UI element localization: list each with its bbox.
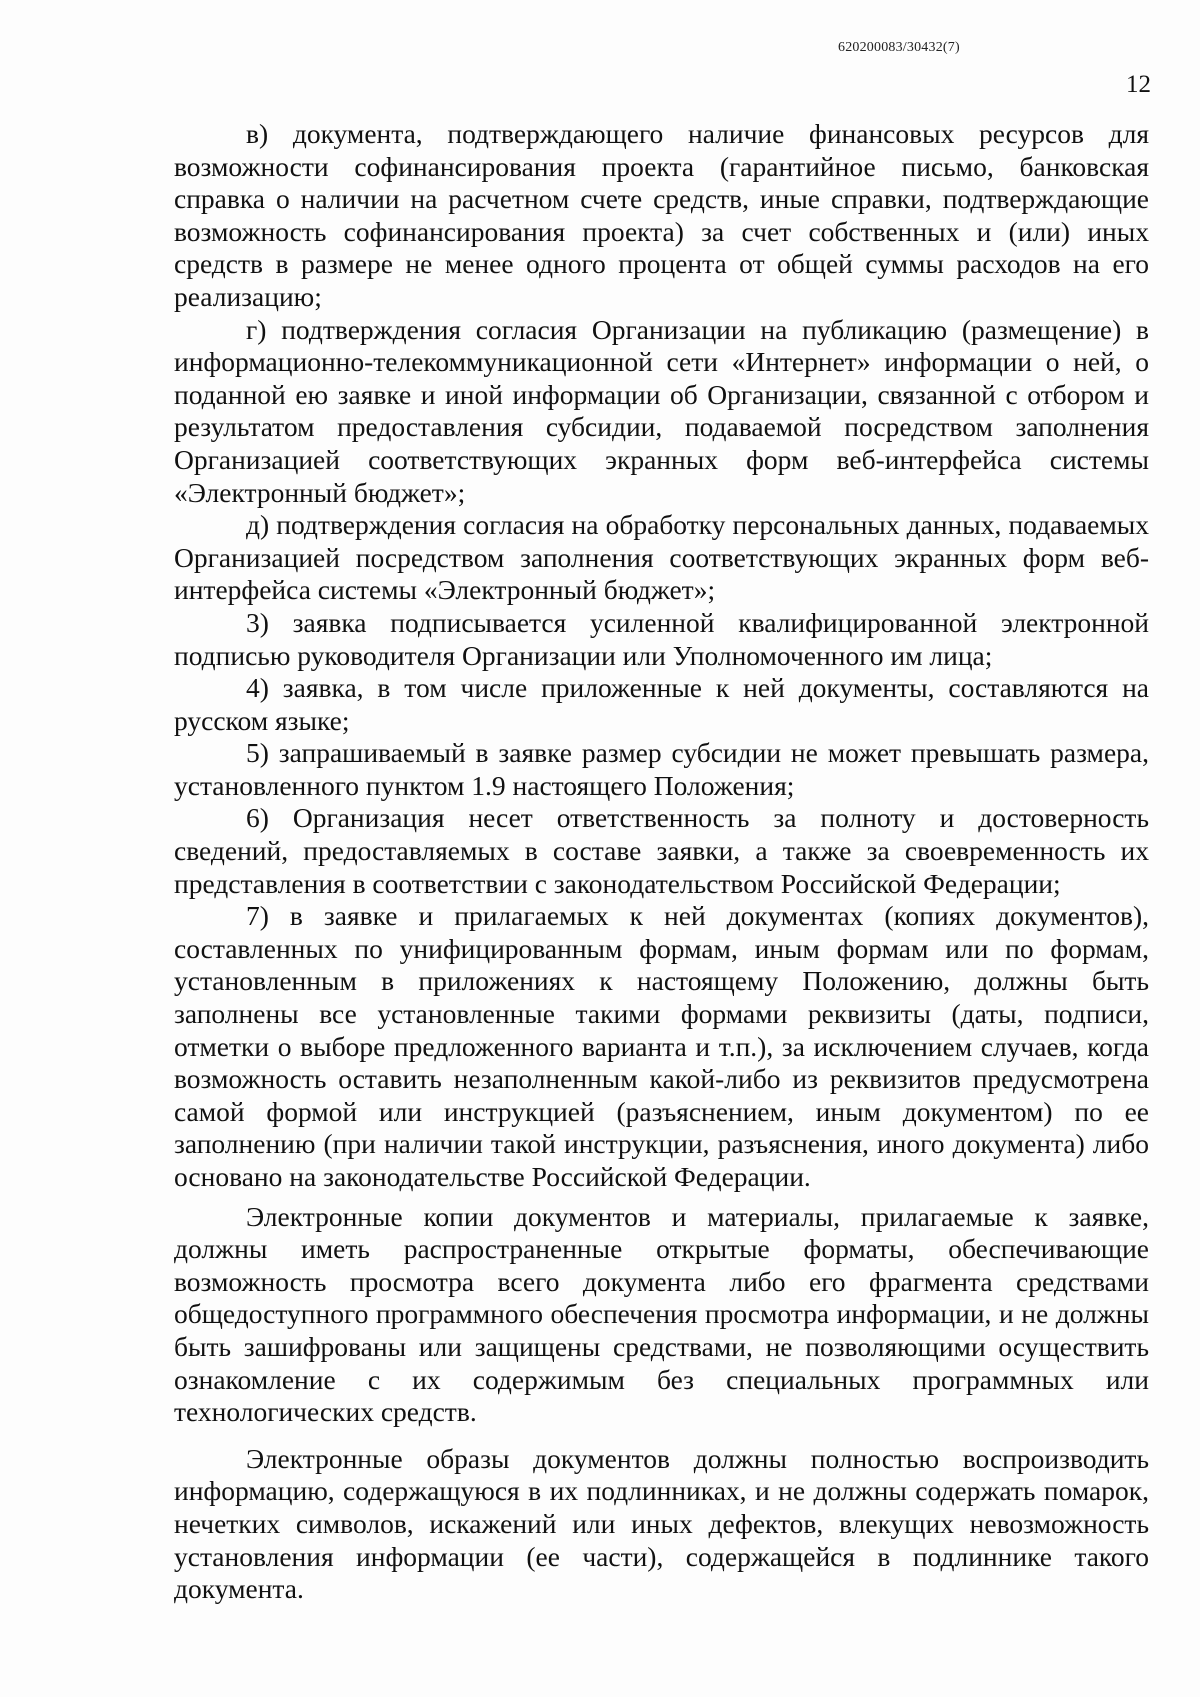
document-body <box>174 118 1149 1606</box>
document-id: 620200083/30432(7) <box>838 40 960 55</box>
page-number: 12 <box>1126 71 1151 98</box>
paragraph-4-language: 4) заявка, в том числе приложенные к ней документы, составляются на русском языке; <box>174 672 1149 736</box>
paragraph-electronic-images: Электронные образы документов должны полностью воспроизводить информацию, содержащуюся в их подлинниках, и не должны содержать помарок, нечетких символов, искажений или иных дефектов, влекущих невозможность установления информации (ее части), содержащейся в подлиннике такого документа. <box>174 1442 1149 1605</box>
paragraph-7-requisites: 7) в заявке и прилагаемых к ней документах (копиях документов), составленных по унифицированным формам, иным формам или по формам, установленным в приложениях к настоящему Положению, должны быть заполнены все установленные такими формами реквизиты (даты, подписи, отметки о выборе предложенного варианта и т.п.), за исключением случаев, когда возможность оставить незаполненным какой-либо из реквизитов предусмотрена самой формой или инструкцией (разъяснением, иным документом) по ее заполнению (при наличии такой инструкции, разъяснения, иного документа) либо основано на законодательстве Российской Федерации. <box>174 900 1149 1192</box>
paragraph-d-personal-data-consent: д) подтверждения согласия на обработку персональных данных, подаваемых Организацией посредством заполнения соответствующих экранных форм веб-интерфейса системы «Электронный бюджет»; <box>174 509 1149 606</box>
paragraph-v-financial-resources: в) документа, подтверждающего наличие финансовых ресурсов для возможности софинансирования проекта (гарантийное письмо, банковская справка о наличии на расчетном счете средств, иные справки, подтверждающие возможность софинансирования проекта) за счет собственных и (или) иных средств в размере не менее одного процента от общей суммы расходов на его реализацию; <box>174 118 1149 312</box>
paragraph-electronic-copies: Электронные копии документов и материалы, прилагаемые к заявке, должны иметь распространенные открытые форматы, обеспечивающие возможность просмотра всего документа либо его фрагмента средствами общедоступного программного обеспечения просмотра информации, и не должны быть зашифрованы или защищены средствами, не позволяющими осуществить ознакомление с их содержимым без специальных программных или технологических средств. <box>174 1200 1149 1428</box>
paragraph-6-responsibility: 6) Организация несет ответственность за полноту и достоверность сведений, предоставляемых в составе заявки, а также за своевременность их представления в соответствии с законодательством Российской Федерации; <box>174 802 1149 899</box>
paragraph-5-subsidy-size: 5) запрашиваемый в заявке размер субсидии не может превышать размера, установленного пунктом 1.9 настоящего Положения; <box>174 737 1149 801</box>
paragraph-3-signature: 3) заявка подписывается усиленной квалифицированной электронной подписью руководителя Организации или Уполномоченного им лица; <box>174 606 1149 671</box>
paragraph-g-publication-consent: г) подтверждения согласия Организации на публикацию (размещение) в информационно-телекоммуникационной сети «Интернет» информации о ней, о поданной ею заявке и иной информации об Организации, связанной с отбором и результатом предоставления субсидии, подаваемой посредством заполнения Организацией соответствующих экранных форм веб-интерфейса системы «Электронный бюджет»; <box>174 313 1149 508</box>
